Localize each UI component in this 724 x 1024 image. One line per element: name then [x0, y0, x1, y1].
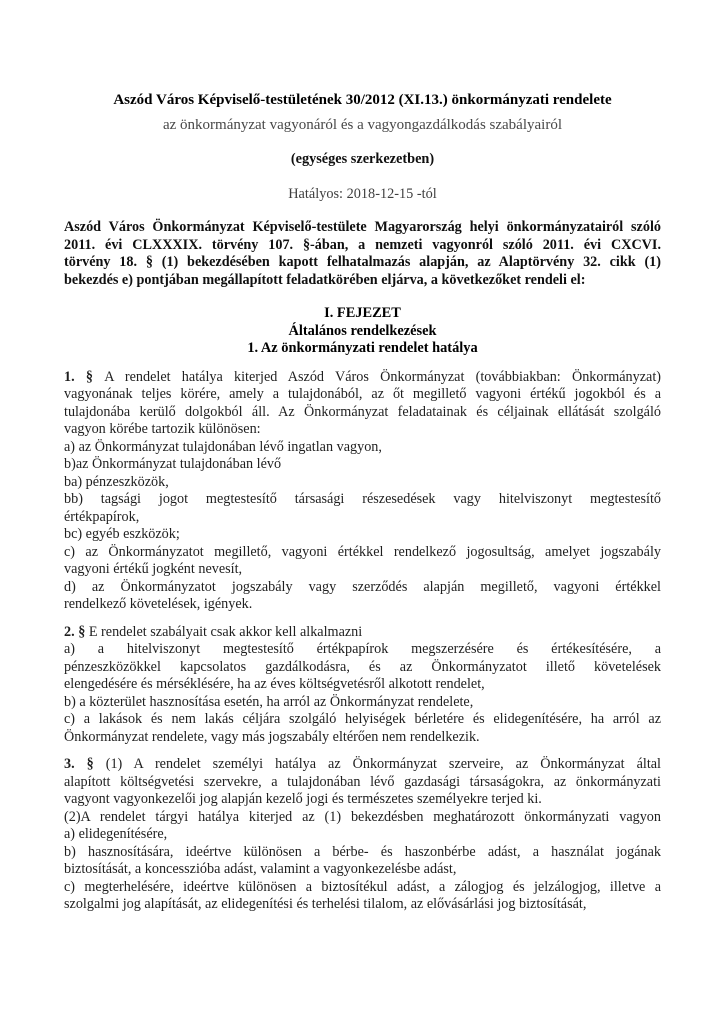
text-line: vagyont vagyonkezelői jog alapján kezelő jogi és természetes személyekre terjed ki.: [64, 791, 542, 807]
text-line: c) megterhelésére, ideértve különösen a biztosítékul adást, a zálogjog és jelzálogjog, illetve a: [64, 878, 661, 895]
text-line: b)az Önkormányzat tulajdonában lévő: [64, 456, 282, 472]
text-line: a) az Önkormányzat tulajdonában lévő ingatlan vagyon,: [64, 438, 382, 455]
text-line: a) elidegenítésére,: [64, 826, 168, 842]
text-line: bb) tagsági jogot megtestesítő társasági részesedések vagy hitelviszonyt megtestesítő: [64, 491, 661, 507]
document-header: [64, 0, 661, 203]
text-line: 2011. évi CLXXXIX. törvény 107. §-ában, a nemzeti vagyonról szóló 2011. évi CXCVI.: [64, 236, 661, 253]
text-line: 3. § (1) A rendelet személyi hatálya az Önkormányzat szerveire, az Önkormányzat által: [64, 756, 661, 772]
text-line: b) hasznosítására, ideértve különösen a bérbe- és haszonbérbe adást, a használat jogának: [64, 843, 661, 860]
text-line: bekezdés e) pontjában megállapított feladatkörében eljárva, a következőket rendeli el:: [64, 271, 586, 288]
text-line: értékpapírok,: [64, 508, 140, 525]
text-line: szolgalmi jog alapítását, az elidegenítési és terhelési tilalom, az elővásárlási jog biztosítását,: [64, 896, 587, 912]
text-line: vagyoni értékű jogként nevesít,: [64, 561, 243, 577]
chapter-number-heading: I. FEJEZET: [324, 305, 401, 321]
subsection-heading: 1. Az önkormányzati rendelet hatálya: [247, 340, 478, 356]
section-marker: 3. §: [64, 756, 106, 772]
section-marker: 1. §: [64, 368, 105, 385]
text-line: c) az Önkormányzatot megillető, vagyoni értékkel rendelkező jogosultság, amelyet jogszabály: [64, 543, 661, 560]
text-line: c) a lakások és nem lakás céljára szolgáló helyiségek bérletére és elidegenítésére, ha arról az: [64, 711, 661, 727]
text-line: pénzeszközökkel kapcsolatos gazdálkodásra, és az Önkormányzatot illető követelések: [64, 658, 661, 675]
text-line: 2. § E rendelet szabályait csak akkor kell alkalmazni: [64, 623, 363, 640]
text-line: Aszód Város Önkormányzat Képviselő-testülete Magyarország helyi önkormányzatairól szóló: [64, 219, 661, 235]
preamble-paragraph: [64, 219, 661, 289]
text-line: alapított költségvetési szervekre, a tulajdonában lévő gazdasági társaságokra, az önkormányzati: [64, 773, 661, 790]
text-line: (2)A rendelet tárgyi hatálya kiterjed az (1) bekezdésben meghatározott önkormányzati vagyon: [64, 808, 661, 825]
effective-date: Hatályos: 2018-12-15 -tól: [288, 186, 437, 202]
text-line: tulajdonába kerülő dolgokból áll. Az Önkormányzat feladatainak és céljainak ellátását szolgáló: [64, 403, 661, 420]
text-line: bc) egyéb eszközök;: [64, 526, 180, 542]
text-line: a) a hitelviszonyt megtestesítő értékpapírok megszerzésére és értékesítésére, a: [64, 641, 661, 657]
text-line: ba) pénzeszközök,: [64, 473, 169, 490]
section-2-paragraph: [64, 624, 661, 747]
text-line: vagyonának teljes körére, amely a tulajdonából, az őt megillető vagyoni értékű jogokból és a: [64, 386, 661, 402]
chapter-heading: [64, 305, 661, 358]
text-line: d) az Önkormányzatot jogszabály vagy szerződés alapján megillető, vagyoni értékkel: [64, 578, 661, 595]
text-line: biztosítását, a koncesszióba adást, valamint a vagyonkezelésbe adást,: [64, 861, 457, 877]
section-marker: 2. §: [64, 623, 89, 640]
document-content: [64, 0, 661, 914]
text-line: törvény 18. § (1) bekezdésében kapott felhatalmazás alapján, az Alaptörvény 32. cikk (1): [64, 254, 661, 270]
chapter-title-heading: Általános rendelkezések: [288, 322, 437, 339]
section-1-paragraph: [64, 369, 661, 614]
text-line: vagyon körébe tartozik különösen:: [64, 421, 261, 437]
section-3-paragraph: [64, 756, 661, 914]
document-subtitle: az önkormányzat vagyonáról és a vagyongazdálkodás szabályairól: [162, 117, 562, 133]
text-line: Önkormányzat rendelete, vagy más jogszabály eltérően nem rendelkezik.: [64, 728, 480, 745]
document-title: Aszód Város Képviselő-testületének 30/2012 (XI.13.) önkormányzati rendelete: [113, 92, 612, 108]
text-line: elengedésére és mérséklésére, ha az éves költségvetésről alkotott rendelet,: [64, 676, 485, 692]
text-line: b) a közterület hasznosítása esetén, ha arról az Önkormányzat rendelete,: [64, 693, 474, 710]
consolidated-note: (egységes szerkezetben): [290, 151, 435, 167]
text-line: 1. § A rendelet hatálya kiterjed Aszód Város Önkormányzat (továbbiakban: Önkormányzat): [64, 368, 662, 385]
text-line: rendelkező követelések, igények.: [64, 596, 253, 612]
